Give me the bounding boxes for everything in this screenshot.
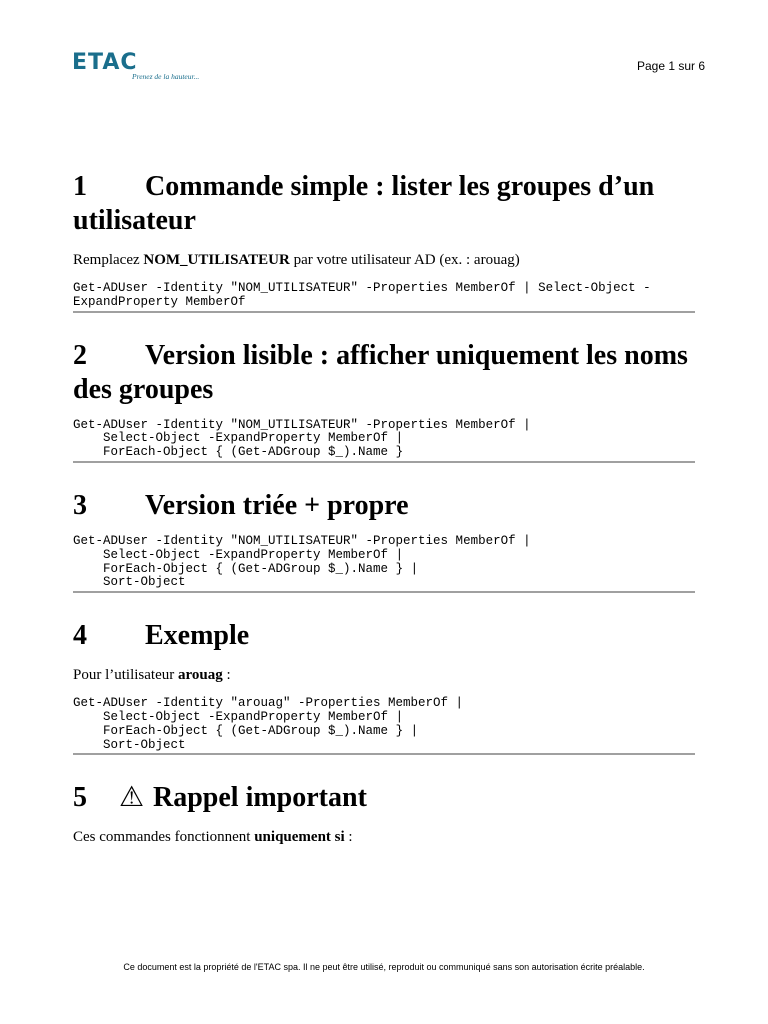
section-heading xyxy=(73,489,695,523)
section-5 xyxy=(73,781,695,847)
code-block: Get-ADUser -Identity "arouag" -Properties MemberOf | Select-Object -ExpandProperty MemberOf | ForEach-Object { (Get-ADGroup $_).Name } | Sort-Object xyxy=(73,697,695,755)
section-1 xyxy=(73,170,695,313)
confidentiality-footer: Ce document est la propriété de l'ETAC spa. Il ne peut être utilisé, reproduit ou communiqué sans son autorisation écrite préalable. xyxy=(123,962,645,972)
code-block: Get-ADUser -Identity "NOM_UTILISATEUR" -Properties MemberOf | Select-Object -ExpandProperty MemberOf | ForEach-Object { (Get-ADGroup $_).Name } | Sort-Object xyxy=(73,535,695,593)
para-bold: arouag xyxy=(178,667,223,684)
section-number: 4 xyxy=(73,620,87,652)
document-body xyxy=(73,170,695,873)
para-bold: uniquement si xyxy=(254,829,345,846)
section-heading xyxy=(73,781,695,815)
example-intro xyxy=(73,665,695,685)
para-text-end: : xyxy=(222,667,231,684)
para-text-end: : xyxy=(344,829,353,846)
note-text: Remplacez xyxy=(73,252,144,268)
section-title: Version triée + propre xyxy=(145,489,409,521)
logo-tagline: Prenez de la hauteur... xyxy=(132,72,200,81)
section-title: Rappel important xyxy=(153,782,367,814)
para-text: Pour l’utilisateur xyxy=(73,667,178,684)
section-4 xyxy=(73,619,695,755)
etac-logo xyxy=(72,52,212,86)
logo-wordmark: ETAC xyxy=(72,50,138,75)
instruction-note xyxy=(73,250,695,270)
section-heading xyxy=(73,619,695,653)
section-title: Commande simple : lister les groupes d’un utilisateur xyxy=(73,171,655,236)
warning-icon: ⚠ xyxy=(119,782,145,814)
page-number: Page 1 sur 6 xyxy=(637,59,706,73)
section-title: Version lisible : afficher uniquement les noms des groupes xyxy=(73,339,688,405)
section-3 xyxy=(73,489,695,593)
section-number: 3 xyxy=(73,489,87,521)
note-bold: NOM_UTILISATEUR xyxy=(143,252,290,268)
reminder-intro xyxy=(73,827,695,847)
section-heading xyxy=(73,170,695,238)
section-2 xyxy=(73,339,695,463)
section-number: 5 xyxy=(73,782,87,814)
note-text-end: par votre utilisateur AD (ex. : arouag) xyxy=(289,252,520,268)
section-title: Exemple xyxy=(145,620,250,652)
para-text: Ces commandes fonctionnent xyxy=(73,829,255,846)
section-heading xyxy=(73,339,695,407)
section-number: 2 xyxy=(73,339,87,371)
section-number: 1 xyxy=(73,171,87,202)
code-block: Get-ADUser -Identity "NOM_UTILISATEUR" -Properties MemberOf | Select-Object -ExpandProperty MemberOf | ForEach-Object { (Get-ADGroup $_).Name } xyxy=(73,419,695,463)
code-block: Get-ADUser -Identity "NOM_UTILISATEUR" -Properties MemberOf | Select-Object - ExpandProperty MemberOf xyxy=(73,282,695,313)
